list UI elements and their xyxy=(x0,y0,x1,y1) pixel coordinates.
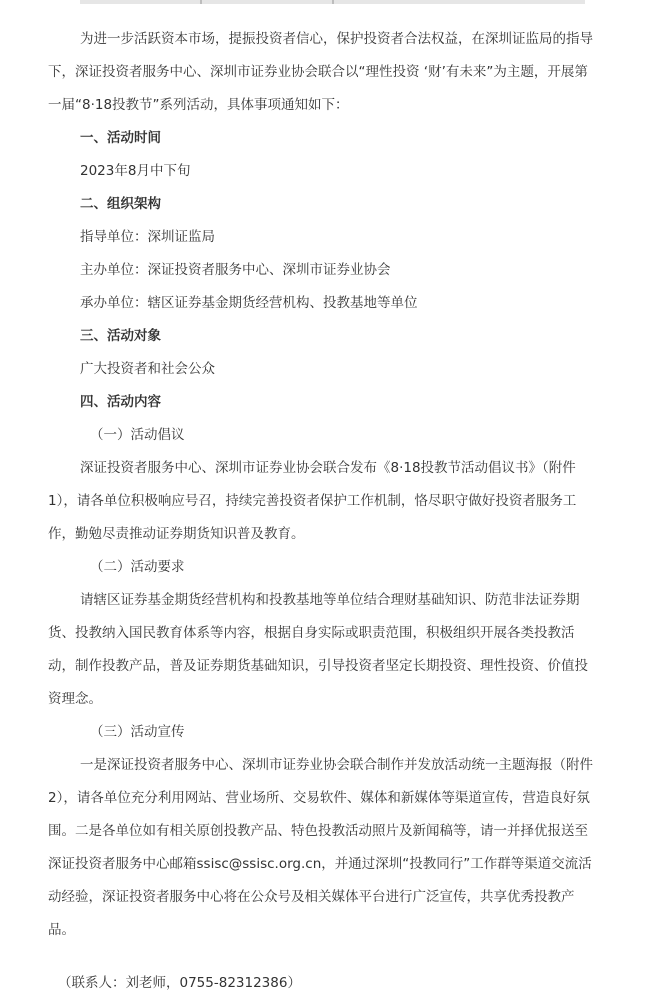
subsection-title-promotion: （三）活动宣传 xyxy=(90,724,185,740)
organization-item: 指导单位：深圳证监局 xyxy=(80,229,215,245)
organization-item: 承办单位：辖区证券基金期货经营机构、投教基地等单位 xyxy=(80,295,418,311)
subsection-text-requirements: 请辖区证券基金期货经营机构和投教基地等单位结合理财基础知识、防范非法证券期货、投教纳入国民教育体系等内容，根据自身实际或职责范围，积极组织开展各类投教活动，制作投教产品，普及证券期货基础知识，引导投资者坚定长期投资、理性投资、价值投资理念。 xyxy=(48,592,588,707)
organization-item: 主办单位：深证投资者服务中心、深圳市证券业协会 xyxy=(80,262,391,278)
top-bar-divider xyxy=(332,0,334,4)
top-bar-divider xyxy=(200,0,202,4)
intro-paragraph: 为进一步活跃资本市场，提振投资者信心，保护投资者合法权益，在深圳证监局的指导下，深证投资者服务中心、深圳市证券业协会联合以“理性投资 ‘财’有未来”为主题，开展第一届“8·18投教节”系列活动，具体事项通知如下： xyxy=(48,31,593,113)
notice-document xyxy=(48,23,596,947)
section-heading-organization: 二、组织架构 xyxy=(80,196,161,212)
subsection-title-requirements: （二）活动要求 xyxy=(90,559,185,575)
subsection-title-initiative: （一）活动倡议 xyxy=(90,427,185,443)
section-heading-time: 一、活动时间 xyxy=(80,130,161,146)
section-heading-content: 四、活动内容 xyxy=(80,394,161,410)
section-text-time: 2023年8月中下旬 xyxy=(80,163,191,179)
subsection-text-initiative: 深证投资者服务中心、深圳市证券业协会联合发布《8·18投教节活动倡议书》（附件1），请各单位积极响应号召，持续完善投资者保护工作机制，恪尽职守做好投资者服务工作，勤勉尽责推动证券期货知识普及教育。 xyxy=(48,460,577,542)
top-decoration-bar xyxy=(80,0,585,4)
section-heading-audience: 三、活动对象 xyxy=(80,328,161,344)
subsection-text-promotion: 一是深证投资者服务中心、深圳市证券业协会联合制作并发放活动统一主题海报（附件2），请各单位充分利用网站、营业场所、交易软件、媒体和新媒体等渠道宣传，营造良好氛围。二是各单位如有相关原创投教产品、特色投教活动照片及新闻稿等，请一并择优报送至深证投资者服务中心邮箱ssisc@ssisc.org.cn，并通过深圳“投教同行”工作群等渠道交流活动经验，深证投资者服务中心将在公众号及相关媒体平台进行广泛宣传，共享优秀投教产品。 xyxy=(48,757,593,938)
contact-line: （联系人：刘老师，0755-82312386） xyxy=(58,974,301,991)
section-text-audience: 广大投资者和社会公众 xyxy=(80,361,215,377)
